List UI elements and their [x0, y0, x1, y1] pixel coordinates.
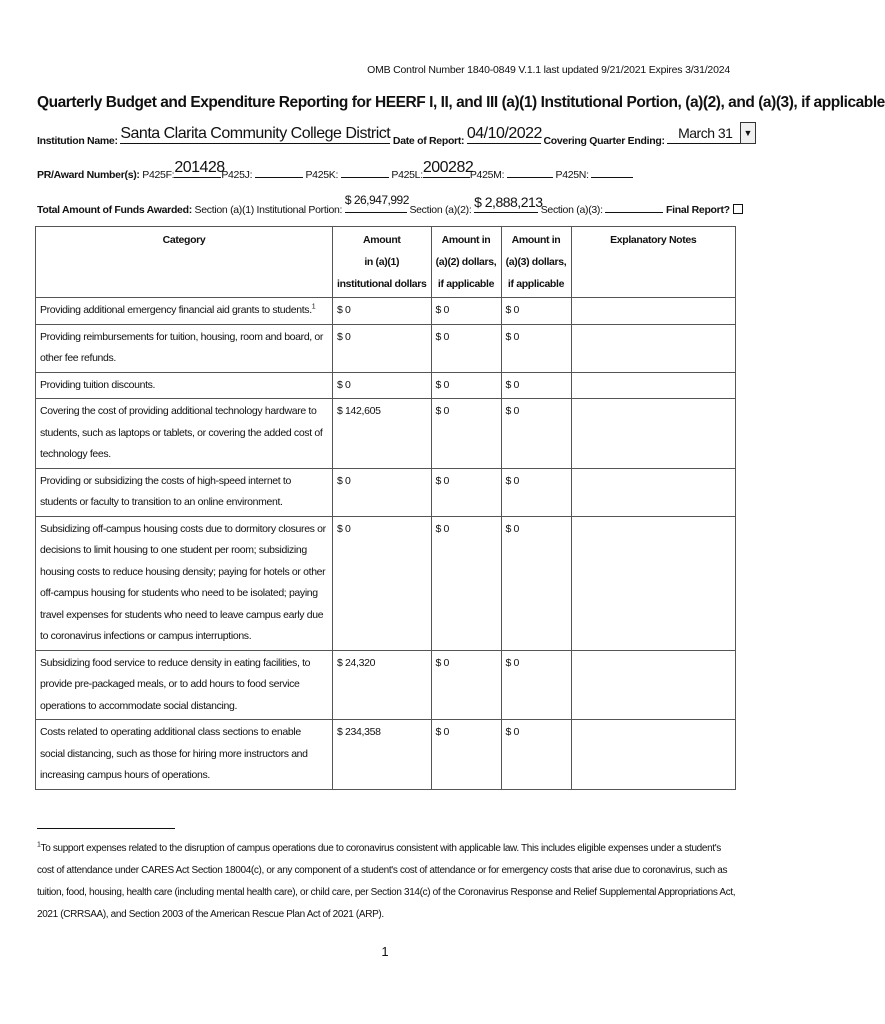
quarter-dropdown-button[interactable]: [740, 122, 756, 144]
quarter-field[interactable]: [667, 125, 743, 144]
category-text: Providing tuition discounts.: [40, 378, 156, 391]
footnote-divider: [37, 828, 175, 829]
p425l-label: P425L:: [391, 169, 423, 181]
p425m-field[interactable]: [507, 165, 553, 178]
a1-amount-cell[interactable]: $ 0: [333, 298, 432, 325]
institution-value: Santa Clarita Community College District: [120, 125, 391, 142]
quarter-value: March 31: [678, 125, 733, 141]
total-funds-line: [37, 193, 743, 216]
quarter-label: Covering Quarter Ending:: [543, 135, 665, 147]
a2-amount-cell[interactable]: $ 0: [431, 468, 501, 516]
explanatory-notes-cell[interactable]: [571, 324, 736, 372]
p425n-field[interactable]: [591, 165, 633, 178]
category-cell: [36, 516, 333, 650]
omb-control-number: OMB Control Number 1840-0849 V.1.1 last updated 9/21/2021 Expires 3/31/2024: [367, 64, 730, 76]
date-field[interactable]: [466, 125, 542, 144]
category-text: Costs related to operating additional class sections to enable social distancing, such as those for hiring more instructors and increasing campus hours of operations.: [40, 726, 308, 781]
a2-amount-cell[interactable]: $ 0: [431, 324, 501, 372]
a3-amount-cell[interactable]: $ 0: [501, 650, 571, 720]
a1-amount-cell[interactable]: $ 0: [333, 324, 432, 372]
a2-section-value: $ 2,888,213: [474, 194, 543, 210]
header-a3-amount: [501, 227, 571, 298]
table-row: [36, 372, 736, 399]
page-number: 1: [381, 944, 389, 959]
a3-amount-cell[interactable]: $ 0: [501, 399, 571, 469]
a3-section-field[interactable]: [605, 200, 663, 213]
footnote-mark: 1: [37, 841, 41, 849]
category-text: Providing additional emergency financial aid grants to students.: [40, 304, 312, 316]
p425n-label: P425N:: [555, 169, 589, 181]
explanatory-notes-cell[interactable]: [571, 298, 736, 325]
table-row: [36, 324, 736, 372]
header-a2-amount: [431, 227, 501, 298]
header-a3-line3: if applicable: [507, 278, 565, 290]
a3-amount-cell[interactable]: $ 0: [501, 324, 571, 372]
a2-amount-cell[interactable]: $ 0: [431, 650, 501, 720]
pr-award-label: PR/Award Number(s):: [37, 169, 140, 181]
final-report-checkbox[interactable]: [733, 204, 743, 214]
a3-amount-cell[interactable]: $ 0: [501, 720, 571, 790]
p425l-field[interactable]: [422, 159, 474, 178]
a1-portion-label: Section (a)(1) Institutional Portion:: [194, 204, 343, 216]
category-text: Providing reimbursements for tuition, housing, room and board, or other fee refunds.: [40, 330, 324, 364]
p425j-field[interactable]: [255, 165, 303, 178]
a1-amount-cell[interactable]: $ 234,358: [333, 720, 432, 790]
table-row: [36, 516, 736, 650]
header-a2-line2: (a)(2) dollars,: [435, 256, 497, 268]
explanatory-notes-cell[interactable]: [571, 720, 736, 790]
category-cell: [36, 324, 333, 372]
a1-amount-cell[interactable]: $ 0: [333, 372, 432, 399]
p425f-label: P425F:: [142, 169, 175, 181]
header-a1-line2: in (a)(1): [364, 256, 400, 268]
p425f-value: 201428: [174, 159, 225, 176]
table-row: [36, 720, 736, 790]
header-a2-line3: if applicable: [437, 278, 495, 290]
header-a1-amount: [333, 227, 432, 298]
p425k-field[interactable]: [341, 165, 389, 178]
a3-amount-cell[interactable]: $ 0: [501, 298, 571, 325]
footnote-ref: 1: [311, 303, 316, 311]
p425l-value: 200282: [422, 159, 474, 176]
header-a3-line1: Amount in: [511, 234, 561, 246]
header-a1-line3: institutional dollars: [337, 278, 427, 290]
category-text: Subsidizing off-campus housing costs due to dormitory closures or decisions to limit housing to one student per room; subsidizing housing costs to reduce housing density; paying for hotels or other off-campus housing for students who need to be isolated; paying travel expenses for students who need to leave campus early due to coronavirus infections or campus interruptions.: [40, 522, 326, 642]
award-numbers-line: [37, 159, 633, 181]
category-cell: [36, 372, 333, 399]
a2-amount-cell[interactable]: $ 0: [431, 399, 501, 469]
a3-amount-cell[interactable]: $ 0: [501, 468, 571, 516]
header-a3-line2: (a)(3) dollars,: [505, 256, 567, 268]
a1-portion-value: $ 26,947,992: [344, 193, 409, 207]
category-cell: [36, 650, 333, 720]
page-title: Quarterly Budget and Expenditure Reporting for HEERF I, II, and III (a)(1) Institutional Portion, (a)(2), and (a)(3), if applicable: [37, 94, 885, 111]
a1-portion-field[interactable]: [344, 193, 409, 213]
final-report-label: Final Report?: [666, 204, 730, 216]
table-row: [36, 650, 736, 720]
footnote: [37, 838, 737, 926]
category-cell: [36, 468, 333, 516]
a3-amount-cell[interactable]: $ 0: [501, 372, 571, 399]
chevron-down-icon: ▼: [743, 128, 753, 138]
table-body: [36, 298, 736, 790]
footnote-text: To support expenses related to the disruption of campus operations due to coronavirus consistent with applicable law. This includes eligible expenses under a student's cost of attendance under CARES Act Section 18004(c), or any component of a student's cost of attendance or for emergency costs that arise due to coronavirus, such as tuition, food, housing, health care (including mental health care), or child care, per Section 314(c) of the Coronavirus Response and Relief Supplemental Appropriations Act, 2021 (CRRSAA), and Section 2003 of the American Rescue Plan Act of 2021 (ARP).: [37, 843, 736, 920]
explanatory-notes-cell[interactable]: [571, 516, 736, 650]
expenditure-table: [35, 226, 736, 790]
institution-line: [37, 125, 743, 147]
a1-amount-cell[interactable]: $ 24,320: [333, 650, 432, 720]
category-text: Covering the cost of providing additional technology hardware to students, such as laptops or tablets, or covering the added cost of technology fees.: [40, 405, 323, 460]
p425k-label: P425K:: [305, 169, 339, 181]
institution-label: Institution Name:: [37, 135, 118, 147]
explanatory-notes-cell[interactable]: [571, 468, 736, 516]
header-a1-line1: Amount: [362, 234, 401, 246]
header-category: Category: [36, 227, 333, 298]
category-cell: [36, 298, 333, 325]
p425j-label: P425J:: [221, 169, 253, 181]
a2-amount-cell[interactable]: $ 0: [431, 516, 501, 650]
a2-section-field[interactable]: [474, 194, 543, 213]
date-value: 04/10/2022: [466, 125, 542, 142]
category-cell: [36, 399, 333, 469]
explanatory-notes-cell[interactable]: [571, 399, 736, 469]
a1-amount-cell[interactable]: $ 0: [333, 468, 432, 516]
category-text: Providing or subsidizing the costs of high-speed internet to students or faculty to transition to an online environment.: [40, 474, 291, 508]
institution-field[interactable]: [120, 125, 391, 144]
total-funds-label: Total Amount of Funds Awarded:: [37, 204, 192, 216]
header-explanatory-notes: Explanatory Notes: [571, 227, 736, 298]
table-row: [36, 298, 736, 325]
explanatory-notes-cell[interactable]: [571, 372, 736, 399]
table-row: [36, 468, 736, 516]
category-text: Subsidizing food service to reduce density in eating facilities, to provide pre-packaged meals, or to add hours to food service operations to accommodate social distancing.: [40, 656, 311, 712]
a2-amount-cell[interactable]: $ 0: [431, 372, 501, 399]
category-cell: [36, 720, 333, 790]
p425f-field[interactable]: [174, 159, 225, 178]
date-label: Date of Report:: [392, 135, 465, 147]
p425m-label: P425M:: [469, 169, 505, 181]
a3-amount-cell[interactable]: $ 0: [501, 516, 571, 650]
table-header-row: [36, 227, 736, 298]
a2-section-label: Section (a)(2):: [409, 204, 472, 216]
explanatory-notes-cell[interactable]: [571, 650, 736, 720]
a1-amount-cell[interactable]: $ 142,605: [333, 399, 432, 469]
a1-amount-cell[interactable]: $ 0: [333, 516, 432, 650]
a3-section-label: Section (a)(3):: [540, 204, 603, 216]
a2-amount-cell[interactable]: $ 0: [431, 720, 501, 790]
a2-amount-cell[interactable]: $ 0: [431, 298, 501, 325]
header-a2-line1: Amount in: [441, 234, 491, 246]
table-row: [36, 399, 736, 469]
